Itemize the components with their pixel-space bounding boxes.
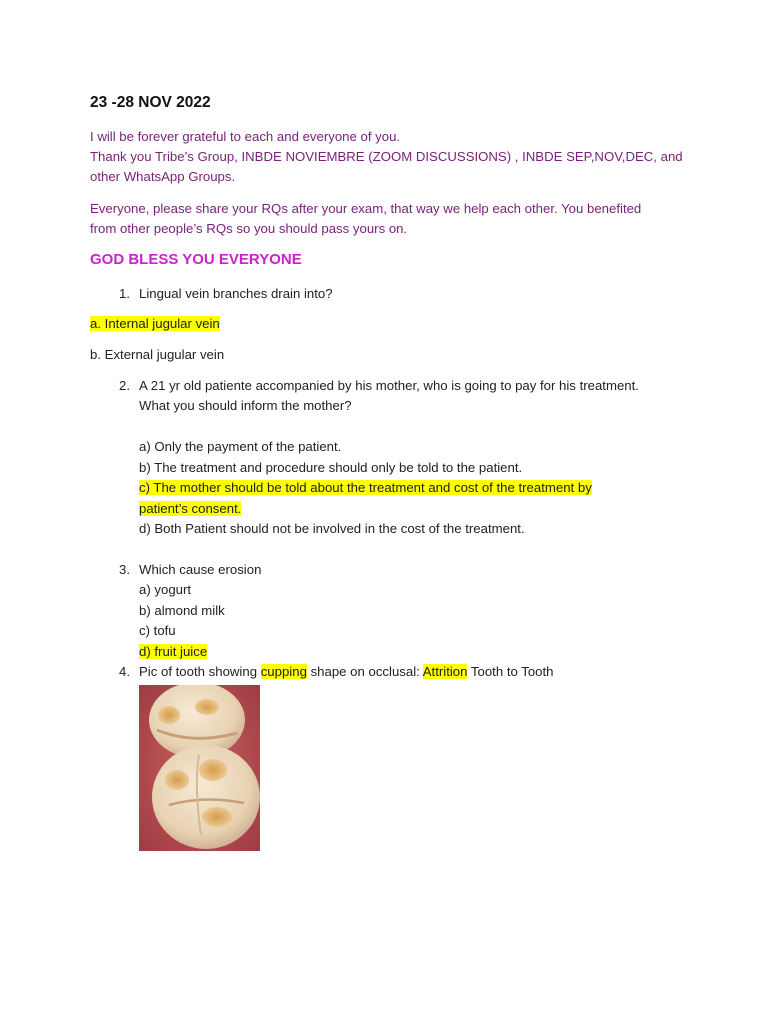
highlighted-text: patient’s consent. bbox=[139, 501, 242, 516]
highlighted-text: c) The mother should be told about the treatment and cost of the treatment by bbox=[139, 480, 592, 495]
highlighted-text: cupping bbox=[260, 664, 307, 679]
answer-option: b) The treatment and procedure should only be told to the patient. bbox=[139, 460, 523, 475]
highlighted-text: Attrition bbox=[422, 664, 468, 679]
text-segment: shape on occlusal: bbox=[306, 664, 423, 679]
blessing-heading: GOD BLESS YOU EVERYONE bbox=[90, 251, 302, 268]
tooth-photo bbox=[139, 685, 260, 851]
answer-option: c) tofu bbox=[139, 623, 176, 638]
question-number: 2. bbox=[119, 378, 130, 393]
answer-option-correct bbox=[139, 499, 241, 519]
answer-option: d) Both Patient should not be involved in the cost of the treatment. bbox=[139, 521, 525, 536]
answer-option-correct bbox=[90, 314, 220, 334]
highlighted-text: d) fruit juice bbox=[139, 644, 208, 659]
highlighted-text: a. Internal jugular vein bbox=[90, 316, 220, 331]
question-number: 4. bbox=[119, 664, 130, 679]
intro-line-1: I will be forever grateful to each and everyone of you. bbox=[90, 129, 401, 144]
intro-line-4: Everyone, please share your RQs after your exam, that way we help each other. You benefited bbox=[90, 201, 642, 216]
question-number: 1. bbox=[119, 286, 130, 301]
intro-line-3: other WhatsApp Groups. bbox=[90, 169, 236, 184]
question-text: Lingual vein branches drain into? bbox=[139, 286, 333, 301]
question-text bbox=[139, 662, 554, 682]
answer-option-correct bbox=[139, 478, 592, 498]
answer-option: b. External jugular vein bbox=[90, 347, 225, 362]
intro-line-5: from other people’s RQs so you should pass yours on. bbox=[90, 221, 408, 236]
answer-option: a) yogurt bbox=[139, 582, 192, 597]
question-text: Which cause erosion bbox=[139, 562, 262, 577]
question-text: A 21 yr old patiente accompanied by his mother, who is going to pay for his treatment. bbox=[139, 378, 639, 393]
answer-option: b) almond milk bbox=[139, 603, 225, 618]
answer-option: a) Only the payment of the patient. bbox=[139, 439, 342, 454]
intro-line-2: Thank you Tribe’s Group, INBDE NOVIEMBRE (ZOOM DISCUSSIONS) , INBDE SEP,NOV,DEC, and bbox=[90, 149, 683, 164]
text-segment: Pic of tooth showing bbox=[139, 664, 261, 679]
tooth-illustration bbox=[139, 685, 260, 851]
answer-option-correct bbox=[139, 642, 207, 662]
page-title: 23 -28 NOV 2022 bbox=[90, 94, 211, 111]
text-segment: Tooth to Tooth bbox=[467, 664, 554, 679]
question-text: What you should inform the mother? bbox=[139, 398, 352, 413]
question-number: 3. bbox=[119, 562, 130, 577]
